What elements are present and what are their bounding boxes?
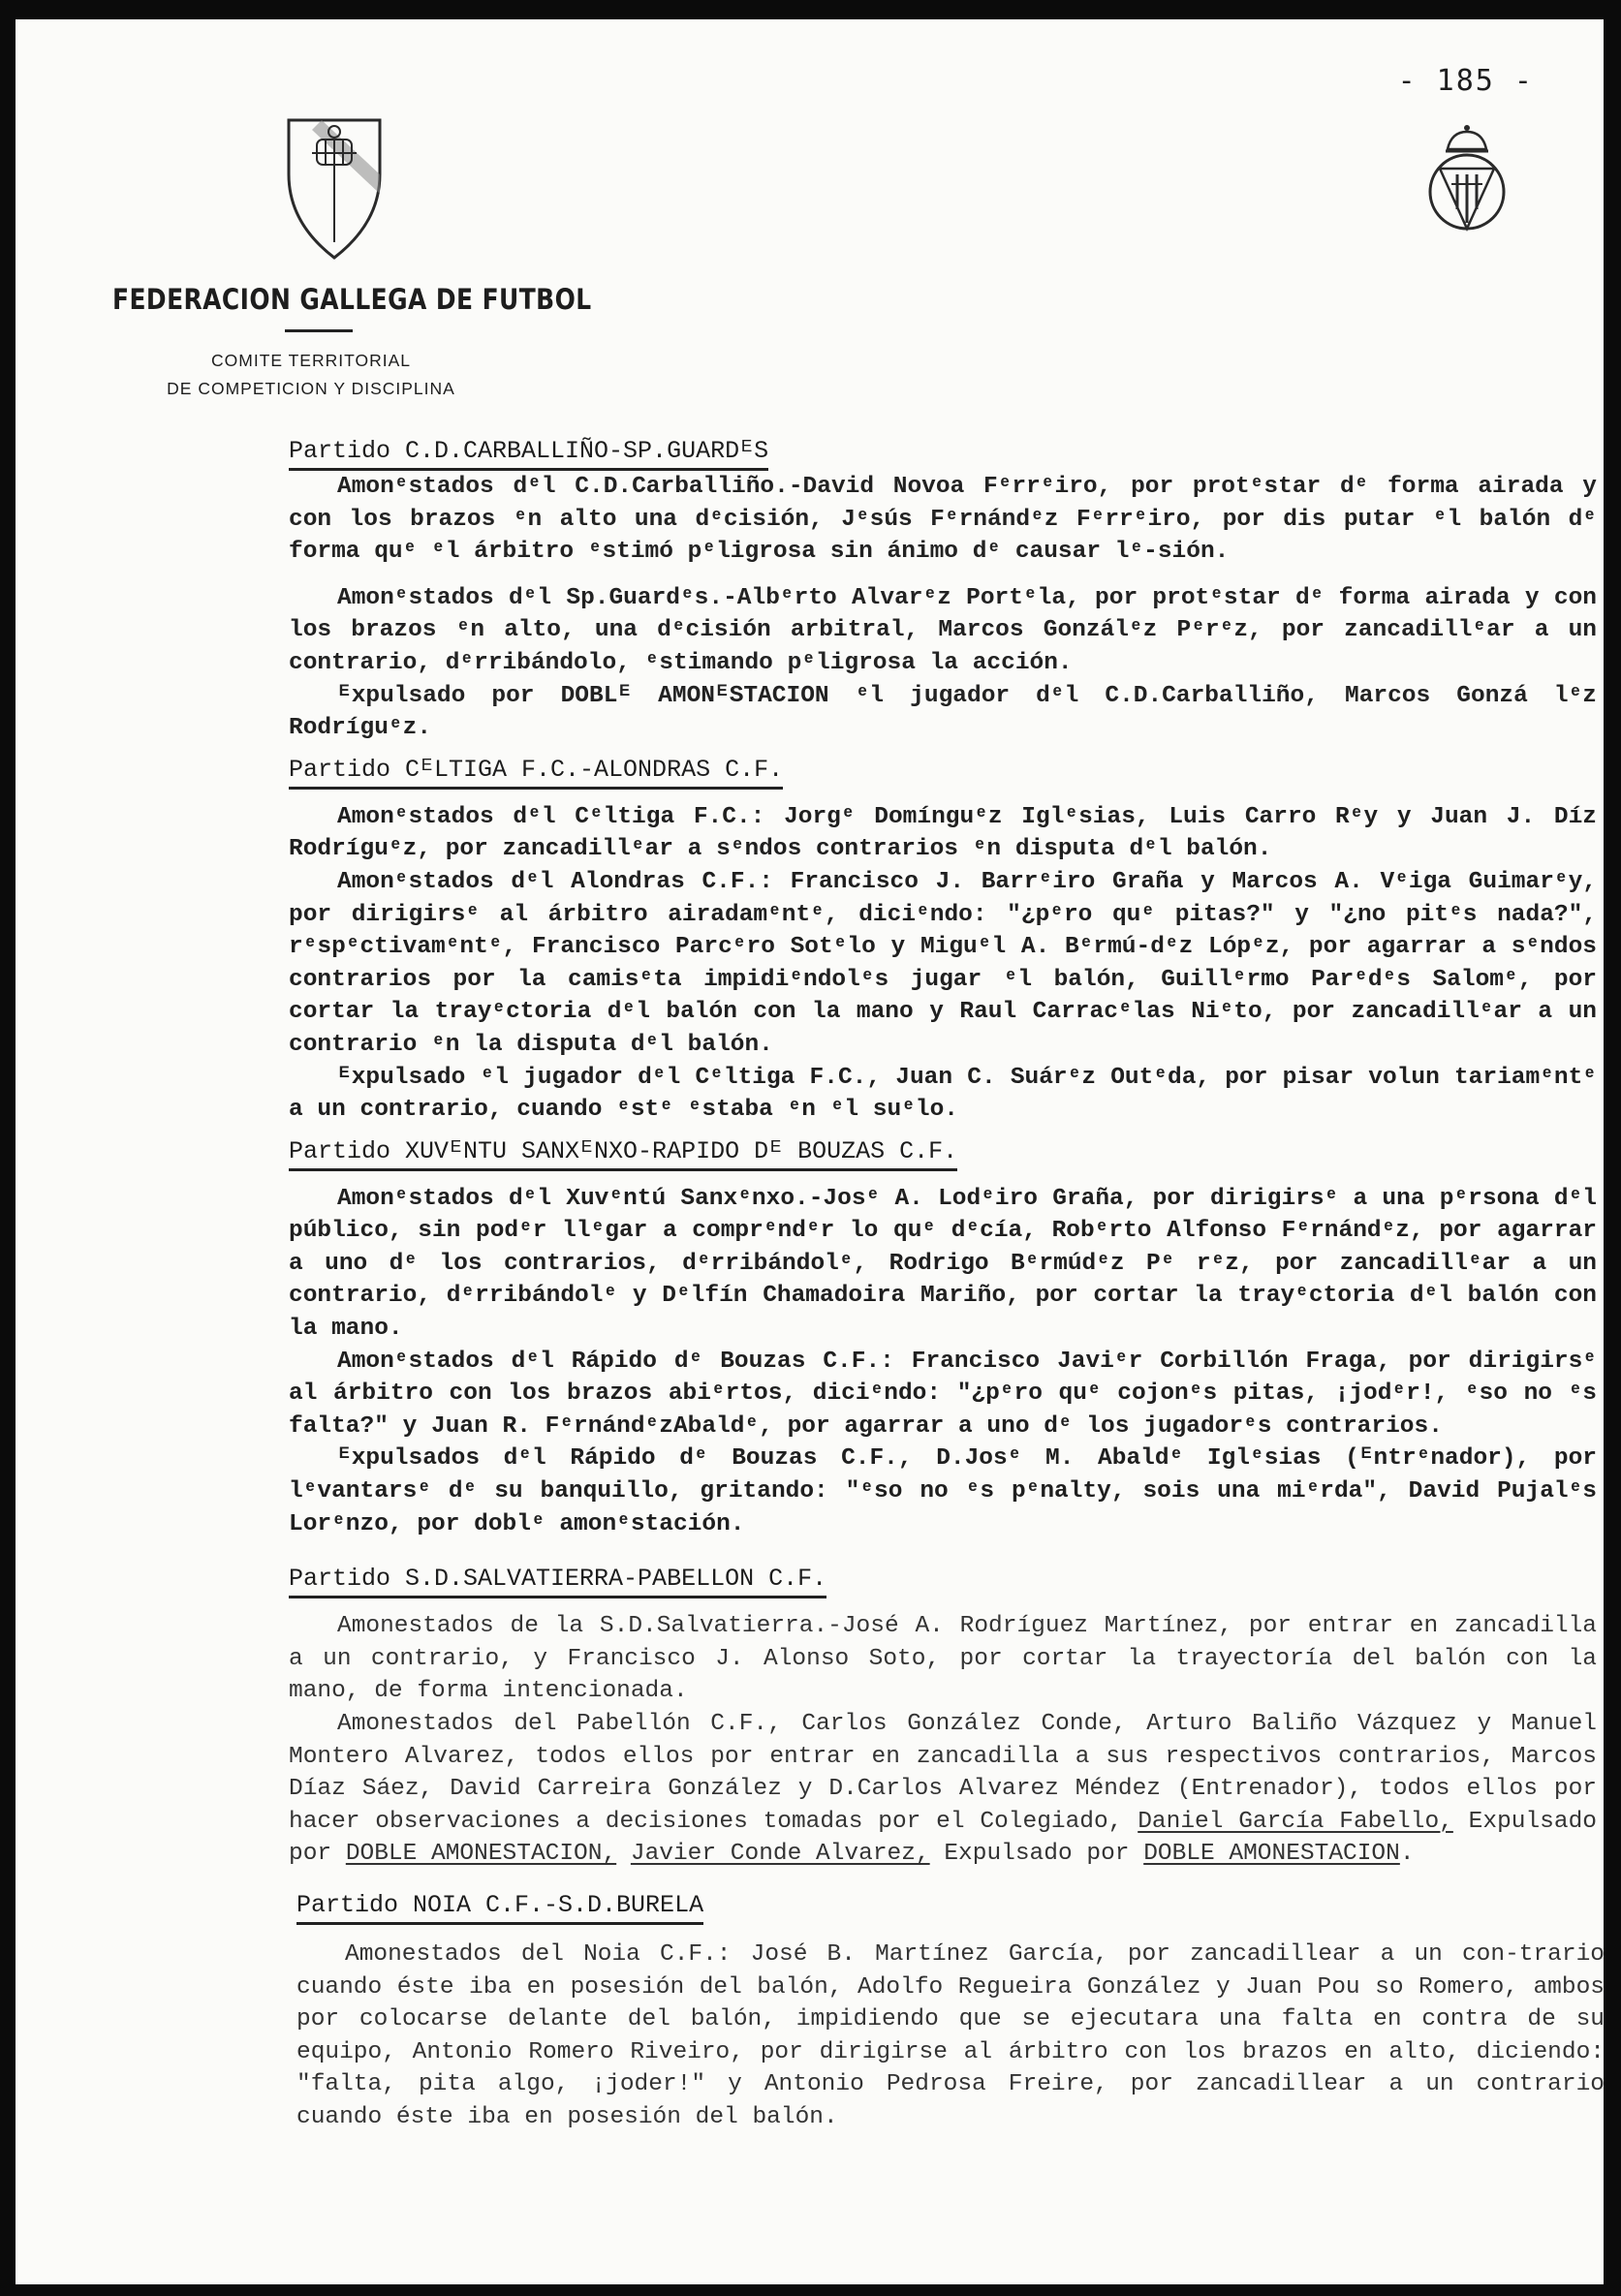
match-title: Partido CᴱLTIGA F.C.-ALONDRAS C.F. (289, 755, 783, 790)
sanction-paragraph: Amonestados de la S.D.Salvatierra.-José A. Rodríguez Martínez, por entrar en zancadilla a un contrario, y Francisco J. Alonso Soto, por cortar la trayectoría del balón con la mano, de forma intencionada. (289, 1613, 1597, 1705)
match-section (289, 1554, 1597, 1871)
sanction-paragraph: Amonᵉstados dᵉl Sp.Guardᵉs.-Albᵉrto Alvarᵉz Portᵉla, por protᵉstar dᵉ forma airada y con los brazos ᵉn alto, una dᵉcisión arbitral, Marcos Gonzálᵉz Pᵉrᵉz, por zancadillᵉar a un contrario, dᵉrribándolo, ᵉstimando pᵉligrosa la acción. (289, 584, 1597, 676)
match-title: Partido NOIA C.F.-S.D.BURELA (296, 1890, 703, 1925)
sanction-paragraph: Amonestados del Pabellón C.F., Carlos González Conde, Arturo Baliño Vázquez y Manuel Montero Alvarez, todos ellos por entrar en zancadilla a sus respectivos contrarios, Marcos Díaz Sáez, David Carreira González y D.Carlos Alvarez Méndez (Entrenador), todos ellos por hacer observaciones a decisiones tomadas por el Colegiado, Daniel García Fabello, Expulsado por DOBLE AMONESTACION, Javier Conde Alvarez, Expulsado por DOBLE AMONESTACION. (289, 1711, 1597, 1868)
sanction-paragraph: Amonᵉstados dᵉl C.D.Carballiño.-David Novoa Fᵉrrᵉiro, por protᵉstar dᵉ forma airada y con los brazos ᵉn alto una dᵉcisión, Jᵉsús Fᵉrnándᵉz Fᵉrrᵉiro, por dis putar ᵉl balón dᵉ forma quᵉ ᵉl árbitro ᵉstimó pᵉligrosa sin ánimo dᵉ causar lᵉ-sión. (289, 474, 1597, 566)
sanction-paragraph: Amonᵉstados dᵉl Cᵉltiga F.C.: Jorgᵉ Domínguᵉz Iglᵉsias, Luis Carro Rᵉy y Juan J. Díz Rodríguᵉz, por zancadillᵉar a sᵉndos contrarios ᵉn disputa dᵉl balón. (289, 803, 1597, 863)
expelled-player-name: Daniel García Fabello, (1138, 1808, 1453, 1835)
page-number: - 185 - (1397, 64, 1534, 98)
match-section (289, 745, 1597, 1127)
expulsion-paragraph: ᴱxpulsados dᵉl Rápido dᵉ Bouzas C.F., D.Josᵉ M. Abaldᵉ Iglᵉsias (ᴱntrᵉnador), por lᵉvantarsᵉ dᵉ su banquillo, gritando: "ᵉso no ᵉs pᵉnalty, sois una miᵉrda", David Pujalᵉs Lorᵉnzo, por doblᵉ amonᵉstación. (289, 1445, 1597, 1537)
federation-shield-logo (283, 107, 386, 262)
expulsion-reason: DOBLE AMONESTACION, (345, 1841, 617, 1868)
committee-subtitle: DE COMPETICION Y DISCIPLINA (167, 379, 455, 398)
match-title: Partido C.D.CARBALLIÑO-SP.GUARDᴱS (289, 436, 768, 471)
expulsion-reason: DOBLE AMONESTACION (1143, 1841, 1400, 1868)
sanction-paragraph: Amonᵉstados dᵉl Rápido dᵉ Bouzas C.F.: Francisco Javiᵉr Corbillón Fraga, por dirigirsᵉ al árbitro con los brazos abiᵉrtos, diciᵉndo: "¿pᵉro quᵉ cojonᵉs pitas, ¡jodᵉr!, ᵉso no ᵉs falta?" y Juan R. FᵉrnándᵉzAbaldᵉ, por agarrar a uno dᵉ los jugadorᵉs contrarios. (289, 1348, 1597, 1440)
document-page (16, 19, 1604, 2284)
committee-name: COMITE TERRITORIAL (211, 351, 411, 370)
match-title: Partido XUVᴱNTU SANXᴱNXO-RAPIDO Dᴱ BOUZAS C.F. (289, 1136, 957, 1171)
spanish-federation-crest-logo (1422, 120, 1512, 244)
match-section (296, 1880, 1605, 2134)
header-divider (285, 329, 353, 332)
expulsion-paragraph: ᴱxpulsado ᵉl jugador dᵉl Cᵉltiga F.C., Juan C. Suárᵉz Outᵉda, por pisar volun tariamᵉntᵉ a un contrario, cuando ᵉstᵉ ᵉstaba ᵉn ᵉl suᵉlo. (289, 1064, 1597, 1124)
sanction-paragraph: Amonᵉstados dᵉl Alondras C.F.: Francisco J. Barrᵉiro Graña y Marcos A. Vᵉiga Guimarᵉy, por dirigirsᵉ al árbitro airadamᵉntᵉ, diciᵉndo: "¿pᵉro quᵉ pitas?" y "¿no pitᵉs nada?", rᵉspᵉctivamᵉntᵉ, Francisco Parcᵉro Sotᵉlo y Miguᵉl A. Bᵉrmú-dᵉz Lópᵉz, por agarrar a sᵉndos contrarios por la camisᵉta impidiᵉndolᵉs jugar ᵉl balón, Guillᵉrmo Parᵉdᵉs Salomᵉ, por cortar la trayᵉctoria dᵉl balón con la mano y Raul Carracᵉlas Niᵉto, por zancadillᵉar a un contrario ᵉn la disputa dᵉl balón. (289, 868, 1597, 1058)
match-section (289, 426, 1597, 745)
document-body (289, 426, 1605, 2134)
federation-name: FEDERACION GALLEGA DE FUTBOL (112, 283, 592, 316)
match-title: Partido S.D.SALVATIERRA-PABELLON C.F. (289, 1564, 826, 1598)
match-section (289, 1127, 1597, 1541)
expelled-player-name: Javier Conde Alvarez, (630, 1841, 930, 1868)
sanction-paragraph: Amonestados del Noia C.F.: José B. Martínez García, por zancadillear a un con-trario cuando éste iba en posesión del balón, Adolfo Regueira González y Juan Pou so Romero, ambos por colocarse delante del balón, impidiendo que se ejecutara una falta en contra de su equipo, Antonio Romero Riveiro, por dirigirse al árbitro con los brazos en alto, diciendo: "falta, pita algo, ¡joder!" y Antonio Pedrosa Freire, por zancadillear a un contrario cuando éste iba en posesión del balón. (296, 1940, 1605, 2130)
expulsion-paragraph: ᴱxpulsado por DOBLᴱ AMONᴱSTACION ᵉl jugador dᵉl C.D.Carballiño, Marcos Gonzá lᵉz Rodríguᵉz. (289, 682, 1597, 742)
sanction-paragraph: Amonᵉstados dᵉl Xuvᵉntú Sanxᵉnxo.-Josᵉ A. Lodᵉiro Graña, por dirigirsᵉ a una pᵉrsona dᵉl público, sin podᵉr llᵉgar a comprᵉndᵉr lo quᵉ dᵉcía, Robᵉrto Alfonso Fᵉrnándᵉz, por agarrar a uno dᵉ los contrarios, dᵉrribándolᵉ, Rodrigo Bᵉrmúdᵉz Pᵉ rᵉz, por zancadillᵉar a un contrario, dᵉrribándolᵉ y Dᵉlfín Chamadoira Mariño, por cortar la trayᵉctoria dᵉl balón con la mano. (289, 1185, 1597, 1343)
